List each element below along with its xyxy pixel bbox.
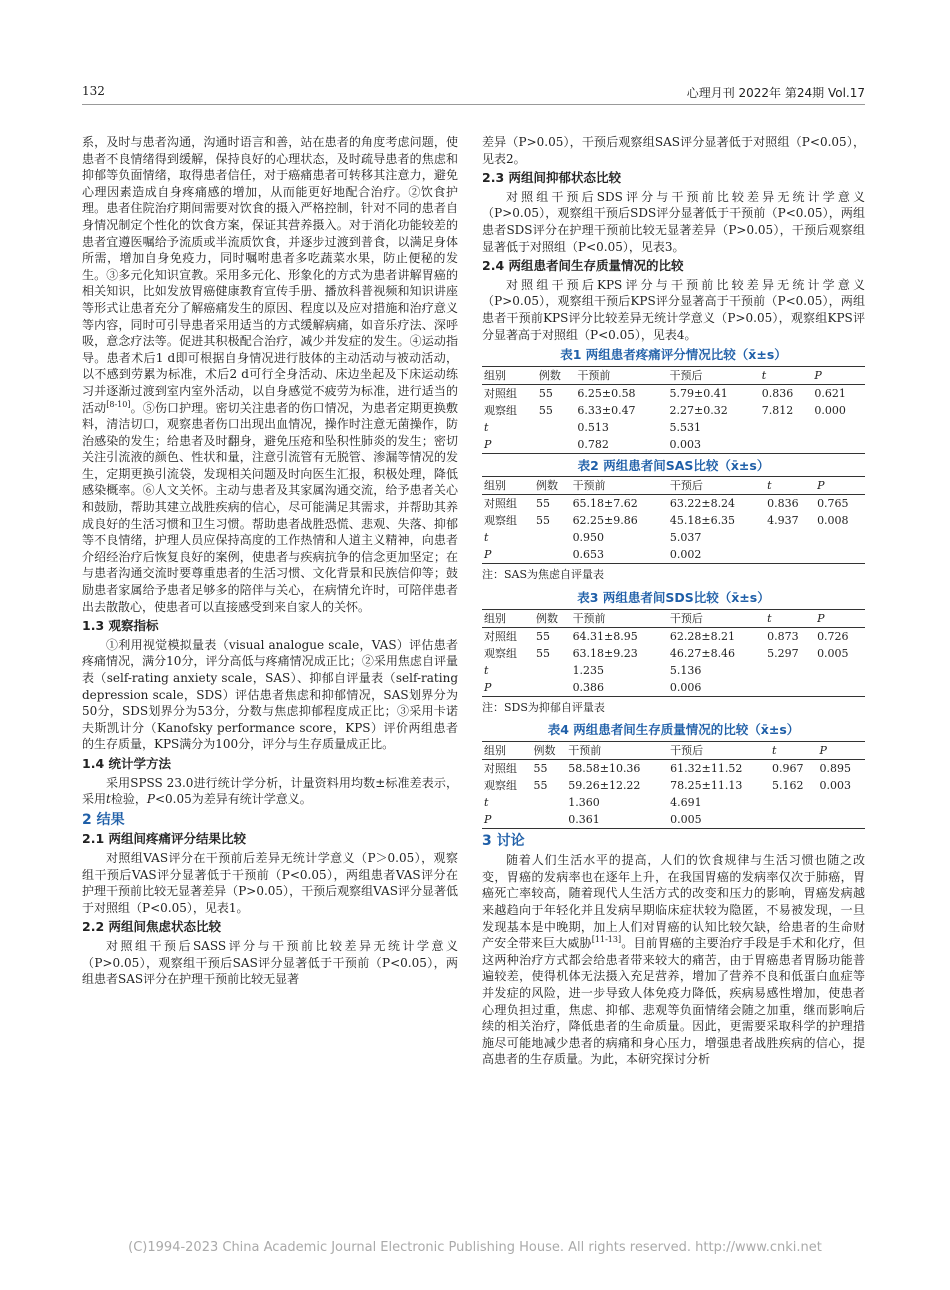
table-cell (760, 436, 813, 454)
table-header-cell: 组别 (482, 366, 537, 384)
table-cell: 4.691 (670, 795, 702, 809)
left-column (82, 134, 458, 988)
table-cell: 55 (536, 514, 551, 528)
table-header-cell: P (815, 609, 865, 627)
table-cell: t (484, 531, 489, 545)
citation: [8-10] (106, 399, 131, 409)
section-1-4-heading: 1.4 统计学方法 (82, 755, 171, 771)
table-cell: 7.812 (761, 403, 794, 417)
table-cell: 55 (536, 629, 551, 643)
table-cell: 0.003 (668, 436, 760, 454)
table-header-cell: 组别 (482, 741, 531, 759)
citation: [11-13] (591, 935, 622, 945)
paragraph-discussion: 随着人们生活水平的提高，人们的饮食规律与生活习惯也随之改变，胃癌的发病率也在逐年上升，在我国胃癌的发病率仅次于肺癌，胃癌死亡率较高，随着现代人生活方式的改变和压力的影响，胃癌发病越来越趋向于年轻化并且发病早期临床症状较为隐匿，不易被发现，一旦发现基本是中晚期，加上人们对胃癌的认知比较欠缺，给患者的生命财产安全带来巨大威胁[11-13]。目前胃癌的主要治疗手段是手术和化疗，但这两种治疗方式都会给患者带来较大的痛苦，由于胃癌患者胃肠功能普遍较差，使得机体无法摄入充足营养，增加了营养不良和低蛋白血症等并发症的风险，进一步导致人体免疫力降低，疾病易感性增加，使患者心理负担过重，焦虑、抑郁、悲观等负面情绪会随之加重，继而影响后续的相关治疗，降低患者的生命质量。因此，更需要采取科学的护理措施尽可能地减少患者的病痛和身心压力，增强患者战胜疾病的信心，提高患者的生存质量。为此，本研究探讨分析 (482, 853, 865, 1067)
table-cell: 0.726 (817, 629, 849, 643)
table-cell: 65.18±7.62 (572, 497, 638, 511)
table-cell: 对照组 (484, 761, 517, 775)
table-cell: P (482, 811, 531, 829)
table-cell: 0.008 (817, 514, 849, 528)
table-cell: 55 (533, 761, 548, 775)
table-header-cell: P (815, 477, 865, 495)
right-column (482, 134, 865, 1068)
table-header-cell: 例数 (531, 741, 566, 759)
table-cell (817, 811, 865, 829)
table-cell: 0.950 (572, 531, 605, 545)
table-2-grid (482, 476, 865, 564)
table-header-cell: 干预后 (668, 366, 760, 384)
table-cell: 0.621 (814, 386, 846, 400)
table-cell: 观察组 (484, 778, 517, 792)
table-cell: 0.000 (814, 403, 846, 417)
table-row (482, 794, 865, 811)
table-header-cell: 干预后 (668, 741, 770, 759)
section-3-heading: 3 讨论 (482, 832, 525, 849)
table-cell: P (482, 436, 537, 454)
table-cell: 对照组 (484, 386, 517, 400)
table-cell (817, 794, 865, 811)
table-cell: 78.25±11.13 (670, 778, 743, 792)
table-cell: 0.967 (772, 761, 804, 775)
table-cell: 55 (536, 646, 551, 660)
table-row (482, 495, 865, 513)
page-number: 132 (82, 84, 105, 98)
table-header-cell: 干预后 (668, 477, 765, 495)
table-row (482, 811, 865, 829)
table-cell (812, 419, 865, 436)
table-header-cell: 例数 (537, 366, 576, 384)
table-row (482, 759, 865, 777)
table-cell: 62.28±8.21 (669, 629, 736, 643)
table-cell: 0.836 (761, 386, 794, 400)
table-cell: 59.26±12.22 (568, 778, 641, 792)
header-rule (82, 104, 865, 105)
table-cell: t (484, 420, 489, 434)
table-3-grid (482, 609, 865, 697)
section-2-3-heading: 2.3 两组间抑郁状态比较 (482, 170, 621, 186)
table-cell: 0.386 (571, 679, 668, 697)
table-cell: 63.22±8.24 (669, 497, 736, 511)
table-header-cell: 组别 (482, 477, 534, 495)
paragraph-statistics: 采用SPSS 23.0进行统计学分析，计量资料用均数±标准差表示，采用t检验，P<0.05为差异有统计学意义。 (82, 775, 458, 807)
table-row (482, 645, 865, 662)
table-1 (482, 347, 865, 454)
table-cell (534, 529, 571, 546)
table-cell: 6.33±0.47 (577, 403, 636, 417)
table-row (482, 777, 865, 794)
table-cell: 观察组 (484, 646, 517, 660)
table-cell: 4.937 (767, 514, 799, 528)
table-header-cell: P (817, 741, 865, 759)
table-4 (482, 722, 865, 829)
table-cell: 对照组 (484, 497, 517, 511)
table-cell: 5.297 (767, 646, 799, 660)
table-cell (537, 419, 576, 436)
table-cell: 62.25±9.86 (572, 514, 638, 528)
paragraph-sas-results-cont: 差异（P>0.05），干预后观察组SAS评分显著低于对照组（P<0.05），见表2。 (482, 135, 865, 166)
table-cell: 0.782 (575, 436, 667, 454)
section-1-3-heading: 1.3 观察指标 (82, 618, 159, 634)
paragraph-kps-results: 对照组干预后KPS评分与干预前比较差异无统计学意义（P>0.05），观察组干预后KPS评分显著高于干预前（P<0.05），两组患者干预前KPS评分比较差异无统计学意义（P>0.05），观察组KPS评分显著高于对照组（P<0.05），见表4。 (482, 277, 865, 342)
table-4-title: 表4 两组患者间生存质量情况的比较（x̄±s） (547, 722, 800, 738)
table-cell (815, 662, 865, 679)
table-cell: 0.895 (819, 761, 851, 775)
table-row (482, 627, 865, 645)
paragraph-sds-results: 对照组干预后SDS评分与干预前比较差异无统计学意义（P>0.05），观察组干预后SDS评分显著低于干预前（P<0.05），两组患者SDS评分在护理干预前比较无显著差异（P>0.05），干预后观察组显著低于对照组（P<0.05），见表3。 (482, 189, 865, 254)
section-2-1-heading: 2.1 两组间疼痛评分结果比较 (82, 831, 246, 847)
table-row (482, 512, 865, 529)
table-header-cell: t (765, 477, 815, 495)
journal-name: 心理月刊 2022年 第24期 Vol.17 (686, 86, 865, 100)
table-row (482, 419, 865, 436)
paragraph-nursing: 系，及时与患者沟通，沟通时语言和善，站在患者的角度考虑问题，使患者不良情绪得到缓解，保持良好的心理状态，及时疏导患者的焦虑和抑郁等负面情绪，取得患者信任，对于癌痛患者可转移其注意力，避免心理因素造成自身疼痛感的增加，从而能更好地配合治疗。②饮食护理。患者住院治疗期间需要对饮食的摄入严格控制，针对不同的患者自身情况制定个性化的饮食方案，保证其营养摄入。对于消化功能较差的患者宜遵医嘱给予流质或半流质饮食，并逐步过渡到普食，以满足身体所需，增加自身免疫力，同时嘱咐患者多吃蔬菜水果，防止便秘的发生。③多元化知识宣教。采用多元化、形象化的方式为患者讲解胃癌的相关知识，比如发放胃癌健康教育宣传手册、播放科普视频和知识讲座等形式让患者充分了解癌痛发生的原因、程度以及应对措施和治疗意义等内容，同时可引导患者采用适当的方式缓解病痛，如音乐疗法、深呼吸，意念疗法等。促进其积极配合治疗，减少并发症的发生。④运动指导。患者术后1 d即可根据自身情况进行肢体的主动活动与被动活动，以不感到劳累为标准，术后2 d可行全身活动、床边坐起及下床运动练习并逐渐过渡到室内室外活动，以自身感觉不疲劳为标准，进行适当的活动[8-10]。⑤伤口护理。密切关注患者的伤口情况，为患者定期更换敷料，清洁切口，观察患者伤口出现出血情况，操作时注意无菌操作，防治感染的发生；给患者及时翻身，避免压疮和坠积性肺炎的发生；密切关注引流液的颜色、性状和量，注意引流管有无脱管、渗漏等情况的发生，定期更换引流袋，发现相关问题及时向医生汇报，积极处理，降低感染概率。⑥人文关怀。主动与患者及其家属沟通交流，给予患者关心和鼓励，帮助其建立战胜疾病的信心，尽可能满足其需求，并帮助其养成良好的生活习惯和卫生习惯。帮助患者战胜恐慌、悲观、失落、抑郁等不良情绪，护理人员应保持高度的工作热情和人道主义精神，向患者介绍经治疗后恢复良好的案例，使患者与疾病抗争的信念更加坚定；在与患者沟通交流时要尊重患者的生活习惯、文化背景和民族信仰等；鼓励患者家属给予患者足够多的陪伴与关心，在病情允许时，可陪伴患者出去散散心，使患者可以直接感受到来自家人的关怀。 (82, 135, 458, 614)
paragraph-indicators: ①利用视觉模拟量表（visual analogue scale，VAS）评估患者疼痛情况，满分10分，评分高低与疼痛情况成正比；②采用焦虑自评量表（self-rating anxiety scale，SAS）、抑郁自评量表（self-rating depression scale，SDS）评估患者焦虑和抑郁情况，SAS划界分为50分，SDS划界分为53分，分数与焦虑抑郁程度成正比；③采用卡诺夫斯凯计分（Kanofsky performance score，KPS）评价两组患者的生存质量，KPS满分为100分，评分与生存质量成正比。 (82, 637, 458, 752)
table-cell: 0.873 (767, 629, 799, 643)
table-header-cell: 例数 (534, 477, 571, 495)
table-cell: t (484, 795, 489, 809)
table-header-cell: 干预前 (566, 741, 668, 759)
table-cell: 61.32±11.52 (670, 761, 743, 775)
table-cell: 6.25±0.58 (577, 386, 636, 400)
page-header (82, 80, 865, 104)
table-cell: 0.003 (819, 778, 851, 792)
table-cell: 58.58±10.36 (568, 761, 641, 775)
table-cell: 5.162 (772, 778, 804, 792)
table-2-note: 注：SAS为焦虑自评量表 (482, 568, 605, 582)
table-cell: 对照组 (484, 629, 517, 643)
table-4-grid (482, 741, 865, 829)
table-cell (765, 679, 815, 697)
table-cell: 55 (538, 386, 553, 400)
table-cell (815, 529, 865, 546)
table-1-title: 表1 两组患者疼痛评分情况比较（x̄±s） (560, 347, 787, 363)
table-cell: 观察组 (484, 403, 517, 417)
paragraph-vas-results: 对照组VAS评分在干预前后差异无统计学意义（P＞0.05），观察组干预后VAS评分显著低于干预前（P<0.05），两组患者VAS评分在护理干预前比较无显著差异（P>0.05），干预后观察组VAS评分显著低于对照组（P<0.05），见表1。 (82, 850, 458, 915)
table-cell (534, 679, 571, 697)
table-cell (531, 794, 566, 811)
table-header-cell: t (760, 366, 813, 384)
table-3 (482, 590, 865, 716)
section-2-4-heading: 2.4 两组患者间生存质量情况的比较 (482, 258, 684, 274)
table-header-cell: 组别 (482, 609, 534, 627)
table-3-note: 注：SDS为抑郁自评量表 (482, 700, 605, 714)
table-2 (482, 458, 865, 584)
table-header-cell: 例数 (534, 609, 571, 627)
table-2-title: 表2 两组患者间SAS比较（x̄±s） (577, 457, 770, 473)
table-cell (812, 436, 865, 454)
table-header-cell: t (765, 609, 815, 627)
table-1-grid (482, 366, 865, 454)
table-cell (534, 546, 571, 564)
table-row (482, 402, 865, 419)
table-cell (537, 436, 576, 454)
table-cell: 0.765 (817, 497, 849, 511)
table-cell (770, 811, 817, 829)
table-cell: 55 (536, 497, 551, 511)
table-cell: 0.002 (668, 546, 765, 564)
table-cell: 45.18±6.35 (669, 514, 736, 528)
table-cell: 63.18±9.23 (572, 646, 638, 660)
table-row (482, 679, 865, 697)
table-row (482, 662, 865, 679)
table-cell: 55 (533, 778, 548, 792)
table-cell (815, 679, 865, 697)
table-row (482, 436, 865, 454)
table-cell: 5.136 (669, 663, 702, 677)
table-cell: 1.360 (568, 795, 600, 809)
table-cell (760, 419, 813, 436)
table-cell (765, 529, 815, 546)
table-row (482, 529, 865, 546)
table-header-cell: 干预后 (668, 609, 765, 627)
table-cell: 0.513 (577, 420, 609, 434)
table-header-cell: 干预前 (575, 366, 667, 384)
table-cell: 46.27±8.46 (669, 646, 736, 660)
table-cell: 5.79±0.41 (669, 386, 728, 400)
table-cell (531, 811, 566, 829)
table-header-cell: P (812, 366, 865, 384)
table-header-cell: 干预前 (571, 609, 668, 627)
table-3-title: 表3 两组患者间SDS比较（x̄±s） (577, 589, 770, 605)
table-cell: 2.27±0.32 (669, 403, 728, 417)
table-cell: 0.006 (668, 679, 765, 697)
table-cell: 0.836 (767, 497, 799, 511)
table-cell: 0.005 (817, 646, 849, 660)
section-2-2-heading: 2.2 两组间焦虑状态比较 (82, 919, 221, 935)
table-cell (534, 662, 571, 679)
table-cell: 0.361 (566, 811, 668, 829)
table-row (482, 384, 865, 402)
table-cell (770, 794, 817, 811)
table-cell: 观察组 (484, 514, 517, 528)
table-cell: 1.235 (572, 663, 605, 677)
table-cell (815, 546, 865, 564)
table-header-cell: 干预前 (571, 477, 668, 495)
table-cell: 0.653 (571, 546, 668, 564)
table-cell: P (482, 546, 534, 564)
table-cell: 64.31±8.95 (572, 629, 638, 643)
table-header-cell: t (770, 741, 817, 759)
table-cell: 5.037 (669, 531, 702, 545)
table-cell: P (482, 679, 534, 697)
table-cell: t (484, 663, 489, 677)
copyright-footer: (C)1994-2023 China Academic Journal Electronic Publishing House. All rights reserved. http://www.cnki.net (128, 1240, 822, 1255)
table-cell: 0.005 (668, 811, 770, 829)
section-2-heading: 2 结果 (82, 811, 125, 828)
table-row (482, 546, 865, 564)
table-cell (765, 546, 815, 564)
table-cell: 55 (538, 403, 553, 417)
paragraph-sas-results: 对照组干预后SASS评分与干预前比较差异无统计学意义（P>0.05），观察组干预后SAS评分显著低于干预前（P<0.05），两组患者SAS评分在护理干预前比较无显著 (82, 938, 458, 987)
table-cell: 5.531 (669, 420, 702, 434)
table-cell (765, 662, 815, 679)
